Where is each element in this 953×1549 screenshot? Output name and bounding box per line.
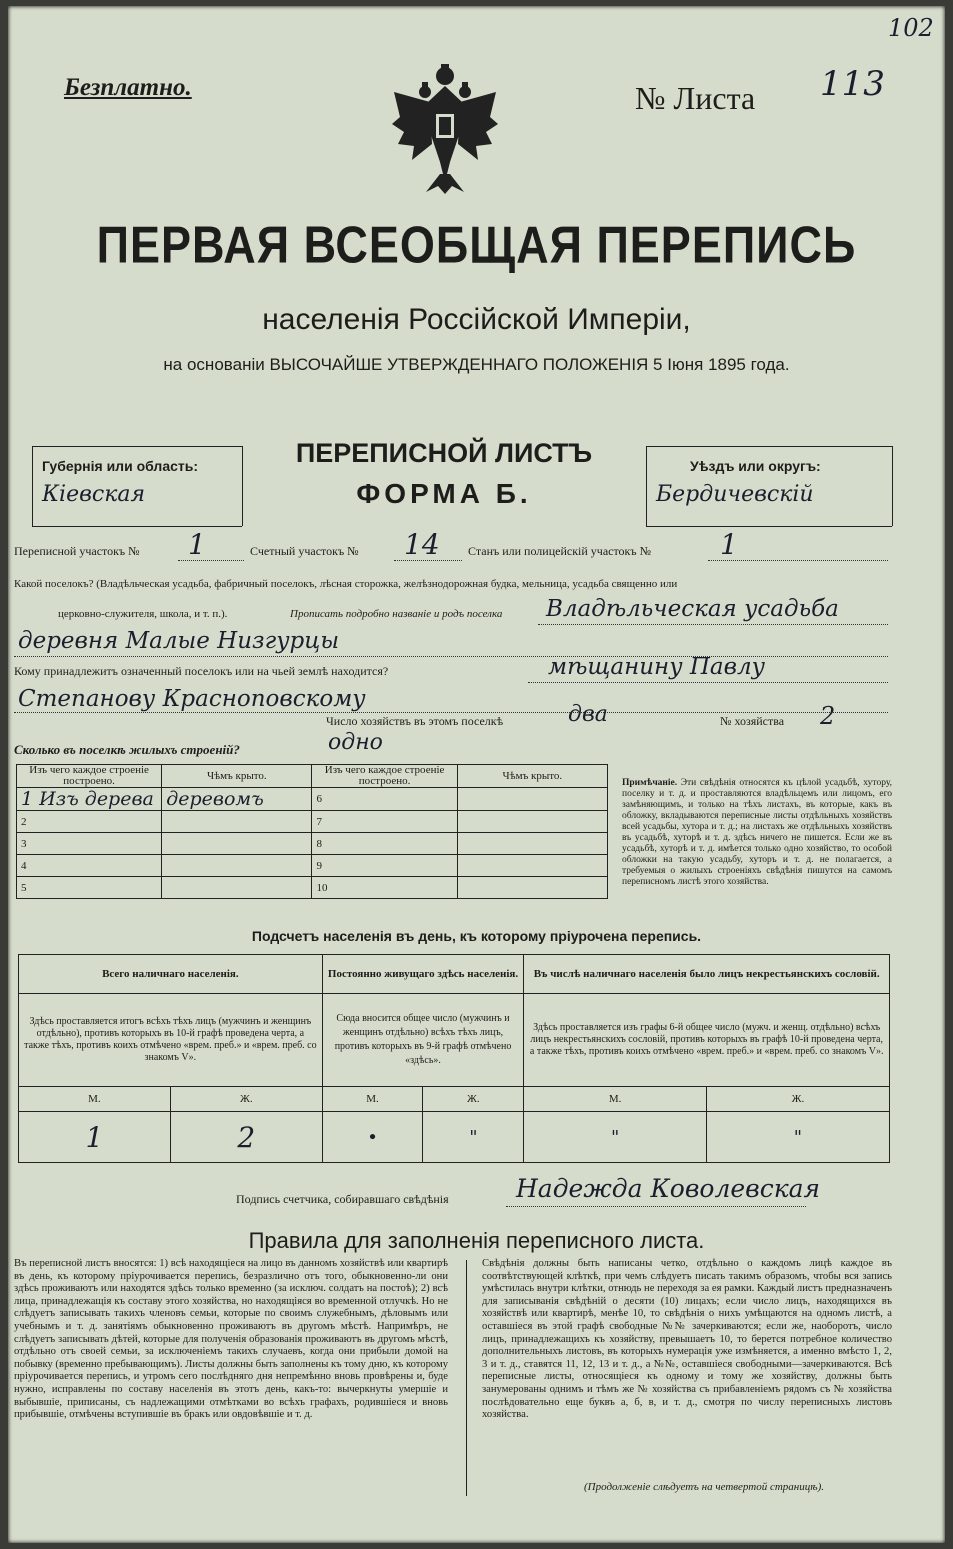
table-row: 2 7 <box>17 811 608 833</box>
count-col1-title: Всего наличнаго населенія. <box>19 955 323 994</box>
count-col2-desc: Сюда вносится общее число (мужчинъ и женщинъ отдѣльно) всѣхъ тѣхъ лицъ, противъ которыхъ въ 9-й графѣ отмѣчено «здѣсь». <box>322 994 524 1087</box>
note: Примѣчаніе. Эти свѣдѣнія относятся къ цѣлой усадьбѣ, хутору, поселку и т. д. и проставляются владѣльцемъ или лицомъ, его замѣняющимъ, и только на тѣхъ листахъ, въ которые, какъ въ обложку, вкладываются переписные листы отдѣльныхъ хозяйствъ всей усадьбы, хутора и т. д.; на листахъ же отдѣльныхъ хозяйствъ въ усадьбѣ, хуторѣ и т. д. здѣсь ничего не пишется. Если же въ усадьбѣ, хуторѣ и т. д. имѣется только одно хозяйство, то особой обложки на такую усадьбу, хуторъ и т. д. не полагается, а требуемыя о жилыхъ строеніяхъ свѣдѣнія пишутся на самомъ переписномъ листѣ этого хозяйства. <box>622 778 892 887</box>
counting-district-value: 14 <box>404 528 440 561</box>
rules-left: Въ переписной листъ вносятся: 1) всѣ находящіеся на лицо въ данномъ хозяйствѣ или квартирѣ въ день, къ которому пріурочивается перепись, безразлично отъ того, обыкновенно-ли они здѣсь проживаютъ или находятся здѣсь только временно (за исключ. солдатъ на постоѣ); 2) всѣ лица, принадлежащія къ составу этого хозяйства, но находящіяся во временной отлучкѣ. Но не слѣдуетъ записывать такихъ членовъ семьи, которые по своимъ служебнымъ, дѣловымъ или учебнымъ и т. д. занятіямъ обыкновенно проживаютъ въ другомъ мѣстѣ. Напримѣръ, не слѣдуетъ записывать дѣтей, которые для полученія образованія проживаютъ въ другомъ мѣстѣ, отдѣльно отъ своей семьи, за исключеніемъ такихъ случаевъ, когда они прибыли домой на побывку (временно пребывающимъ). Листы должны быть заполнены къ тому дню, къ которому пріурочивается перепись, и утромъ сего послѣдняго дня непремѣнно вновь провѣрены и, буде нужно, исправлены по составу населенія въ этотъ день, какъ-то: вычеркнуты умершіе и выбывшіе, приписаны, съ надлежащими отмѣтками во всѣхъ графахъ, родившіеся и вновь прибывшіе, отмѣчены вступившіе въ бракъ или овдовѣвшіе и т. д. <box>14 1258 448 1421</box>
signature-value: Надежда Коволевская <box>516 1174 821 1203</box>
settlement-label-2: церковно-служителя, школа, и т. п.). <box>58 608 228 620</box>
count-table: Всего наличнаго населенія. Постоянно живущаго здѣсь населенія. Въ числѣ наличнаго населенія было лицъ некрестьянскихъ сословій. Здѣсь проставляется итогъ всѣхъ тѣхъ лицъ (мужчинъ и женщинъ отдѣльно), противъ которыхъ въ 10-й графѣ проведена черта, а также тѣхъ, противъ коихъ отмѣчено «врем. преб.» и «врем. преб. со знакомъ V». Сюда вносится общее число (мужчинъ и женщинъ отдѣльно) всѣхъ тѣхъ лицъ, противъ которыхъ въ 9-й графѣ отмѣчено «здѣсь». Здѣсь проставляется изъ графы 6-й общее число (мужч. и женщ. отдѣльно) всѣхъ лицъ некрестьянскихъ сословій, противъ которыхъ въ графѣ 10-й проведена черта, а также тѣхъ, противъ коихъ отмѣчено «врем. преб.» и «врем. преб. со знакомъ V». М. Ж. М. Ж. М. Ж. 1 2 • " " " <box>18 954 890 1163</box>
nonpeasant-female: " <box>706 1112 889 1163</box>
settlement-value-1: Владѣльческая усадьба <box>546 596 839 622</box>
owner-value-1: мѣщанину Павлу <box>548 654 766 680</box>
counting-district-label: Счетный участокъ № <box>250 544 359 558</box>
rules-right: Свѣдѣнія должны быть написаны четко, отдѣльно о каждомъ лицѣ каждое въ соотвѣтствующей клѣткѣ, при чемъ слѣдуетъ писать такимъ образомъ, чтобы вся запись умѣстилась внутри клѣтки, отнюдь не переходя за ея рамки. Каждый листъ предназначенъ для записыванія свѣдѣній о десяти (10) лицахъ; если число лицъ, находящихся въ хозяйствѣ или квартирѣ, менѣе 10, то свѣдѣнія о нихъ умѣщаются на одномъ листѣ, а оставшіеся въ этой графѣ свободные №№ зачеркиваются; если же, наоборотъ, число лицъ, принадлежащихъ къ хозяйству, превышаетъ 10, то берется потребное количество дополнительныхъ листовъ, въ которыхъ нумерація уже измѣняется, а именно вмѣсто 1, 2, 3 и т. д., ставятся 11, 12, 13 и т. д., а №№, оставшіеся свободными—зачеркиваются. Всѣ переписные листы, относящіеся къ одному и тому же хозяйству, должны быть занумерованы однимъ и тѣмъ же № хозяйства съ прибавленіемъ рядомъ съ № хозяйства послѣдовательно еще буквъ а, б, в, и т. д., смотря по числу переписныхъ листовъ хозяйства. <box>482 1258 892 1421</box>
stan-value: 1 <box>720 528 738 561</box>
rules-heading: Правила для заполненія переписного листа. <box>248 1228 705 1253</box>
col-roof-left: Чѣмъ крыто. <box>162 765 312 788</box>
stan-label: Станъ или полицейскій участокъ № <box>468 544 652 558</box>
uezd-label: Уѣздъ или округъ: <box>690 458 821 474</box>
page-number: 102 <box>888 14 934 42</box>
census-district-label: Переписной участокъ № <box>14 544 140 558</box>
owner-label: Кому принадлежитъ означенный поселокъ или на чьей землѣ находится? <box>14 664 389 678</box>
sheet-number-value: 113 <box>820 64 885 104</box>
row1-roof: деревомъ <box>162 788 312 811</box>
count-col3-desc: Здѣсь проставляется изъ графы 6-й общее число (мужч. и женщ. отдѣльно) всѣхъ лицъ некрестьянскихъ сословій, противъ которыхъ въ графѣ 10-й проведена черта, а также тѣхъ, противъ коихъ отмѣчено «врем. преб.» и «врем. преб. со знакомъ V». <box>524 994 890 1087</box>
census-district-value: 1 <box>188 528 206 561</box>
col-material-left: Изъ чего каждое строеніе построено. <box>17 765 162 788</box>
free-label: Безплатно. <box>64 74 192 101</box>
form-name: ПЕРЕПИСНОЙ ЛИСТЪ <box>295 438 593 468</box>
table-row: 4 9 <box>17 855 608 877</box>
settlement-hint: Прописать подробно названіе и родъ поселка <box>290 608 503 620</box>
buildings-table <box>16 764 608 899</box>
gubernia-value: Кіевская <box>42 482 146 507</box>
sheet-number-label: № Листа <box>635 80 756 116</box>
count-heading: Подсчетъ населенія въ день, къ которому пріурочена перепись. <box>251 928 702 944</box>
count-col2-title: Постоянно живущаго здѣсь населенія. <box>322 955 524 994</box>
main-title: ПЕРВАЯ ВСЕОБЩАЯ ПЕРЕПИСЬ <box>96 215 857 274</box>
form-type: ФОРМА Б. <box>356 478 532 509</box>
table-row: 3 8 <box>17 833 608 855</box>
rules-continued: (Продолженіе слѣдуетъ на четвертой страницѣ). <box>584 1481 824 1493</box>
household-no-value: 2 <box>820 702 836 730</box>
permanent-male: • <box>322 1112 423 1163</box>
table-row: 1 Изъ дерева деревомъ 6 <box>17 788 608 811</box>
nonpeasant-male: " <box>524 1112 706 1163</box>
uezd-value: Бердичевскій <box>656 482 814 507</box>
owner-value-2: Степанову Красноповскому <box>18 686 366 712</box>
table-row: 5 10 <box>17 877 608 899</box>
present-female: 2 <box>170 1112 322 1163</box>
households-value: два <box>568 702 608 727</box>
count-values-row <box>19 1112 890 1163</box>
col-roof-right: Чѣмъ крыто. <box>457 765 607 788</box>
subtitle: населенія Россійской Имперіи, <box>262 303 691 336</box>
basis-line: на основаніи ВЫСОЧАЙШЕ УТВЕРЖДЕННАГО ПОЛОЖЕНІЯ 5 Іюня 1895 года. <box>163 355 790 374</box>
buildings-label: Сколько въ поселкѣ жилыхъ строеній? <box>14 742 240 757</box>
signature-label: Подпись счетчика, собиравшаго свѣдѣнія <box>236 1192 449 1206</box>
imperial-eagle-icon <box>392 62 498 194</box>
permanent-female: " <box>423 1112 524 1163</box>
household-no-label: № хозяйства <box>720 714 785 728</box>
gubernia-label: Губернія или область: <box>42 458 199 474</box>
settlement-value-2: деревня Малые Низгурцы <box>18 628 340 654</box>
row1-material: Изъ дерева <box>39 788 154 810</box>
present-male: 1 <box>19 1112 171 1163</box>
settlement-label: Какой поселокъ? (Владѣльческая усадьба, фабричный поселокъ, лѣсная сторожка, желѣзнодорожная будка, мельница, усадьба священно или <box>14 578 678 590</box>
census-sheet <box>8 6 945 1543</box>
count-col3-title: Въ числѣ наличнаго населенія было лицъ некрестьянскихъ сословій. <box>524 955 890 994</box>
buildings-value: одно <box>328 730 383 755</box>
count-col1-desc: Здѣсь проставляется итогъ всѣхъ тѣхъ лицъ (мужчинъ и женщинъ отдѣльно), противъ которыхъ въ 10-й графѣ проведена черта, а также тѣхъ, противъ коихъ отмѣчено «врем. преб.» и «врем. преб. со знакомъ V». <box>19 994 323 1087</box>
col-material-right: Изъ чего каждое строеніе построено. <box>312 765 457 788</box>
households-label: Число хозяйствъ въ этомъ поселкѣ <box>326 714 504 728</box>
